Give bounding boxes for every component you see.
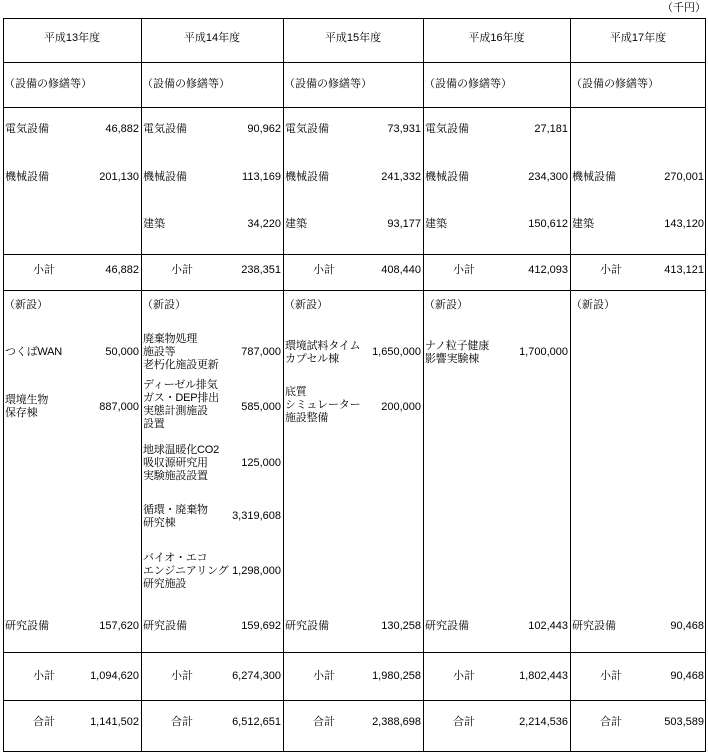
research-equipment-label: 研究設備: [143, 620, 187, 632]
new-item-value: 1,650,000: [372, 346, 421, 358]
repair-section-heading: （設備の修繕等）: [4, 78, 92, 90]
mechanical-equipment-value: 270,001: [664, 171, 704, 183]
new-subtotal-value: 1,980,258: [372, 670, 421, 682]
new-item-name-line: ディーゼル排気: [143, 379, 218, 391]
total-label: 合計: [313, 716, 335, 728]
electrical-equipment-label: 電気設備: [5, 123, 49, 135]
new-item-name-line: 施設等: [143, 346, 176, 358]
fiscal-year-header: 平成15年度: [324, 32, 382, 44]
new-item-value: 585,000: [241, 401, 281, 413]
repair-subtotal-label: 小計: [33, 264, 55, 276]
new-item-value: 887,000: [99, 401, 139, 413]
electrical-equipment-value: 27,181: [534, 123, 568, 135]
column-h16: [423, 0, 570, 754]
repair-subtotal-label: 小計: [313, 264, 335, 276]
new-subtotal-value: 1,094,620: [90, 670, 139, 682]
repair-subtotal-label: 小計: [171, 264, 193, 276]
new-item-value: 1,298,000: [232, 565, 281, 577]
new-item-value: 787,000: [241, 346, 281, 358]
new-subtotal-label: 小計: [171, 670, 193, 682]
new-item-name: [5, 346, 62, 359]
new-item-name-line: 環境生物: [5, 394, 49, 406]
new-item-name-line: 実験施設設置: [143, 470, 208, 482]
research-equipment-label: 研究設備: [425, 620, 469, 632]
new-item-value: 200,000: [381, 401, 421, 413]
new-item-name-line: 吸収源研究用: [143, 457, 208, 469]
building-value: 93,177: [387, 218, 421, 230]
new-item-name-line: 底質: [285, 386, 307, 398]
research-equipment-label: 研究設備: [285, 620, 329, 632]
new-item-name-line: カプセル棟: [285, 353, 339, 365]
new-item-name: [143, 504, 208, 530]
new-subtotal-label: 小計: [453, 670, 475, 682]
building-label: 建築: [425, 218, 447, 230]
new-construction-heading: （新設）: [284, 299, 328, 311]
building-label: 建築: [143, 218, 165, 230]
total-label: 合計: [600, 716, 622, 728]
total-value: 6,512,651: [232, 716, 281, 728]
building-value: 34,220: [247, 218, 281, 230]
new-subtotal-value: 6,274,300: [232, 670, 281, 682]
new-item-name: [143, 333, 219, 372]
repair-section-heading: （設備の修繕等）: [571, 78, 659, 90]
new-item-name: [143, 552, 228, 591]
column-h13: [3, 0, 141, 754]
total-value: 503,589: [664, 716, 704, 728]
fiscal-year-header: 平成14年度: [183, 32, 241, 44]
new-construction-heading: （新設）: [571, 299, 615, 311]
repair-section-heading: （設備の修繕等）: [284, 78, 372, 90]
mechanical-equipment-label: 機械設備: [572, 171, 616, 183]
building-value: 143,120: [664, 218, 704, 230]
repair-subtotal-value: 238,351: [241, 264, 281, 276]
total-label: 合計: [453, 716, 475, 728]
research-equipment-value: 157,620: [99, 620, 139, 632]
repair-subtotal-label: 小計: [453, 264, 475, 276]
total-label: 合計: [171, 716, 193, 728]
electrical-equipment-label: 電気設備: [285, 123, 329, 135]
new-item-value: 3,319,608: [232, 510, 281, 522]
fiscal-year-header: 平成17年度: [609, 32, 667, 44]
new-item-name-line: 実態計測施設: [143, 405, 208, 417]
mechanical-equipment-value: 234,300: [528, 171, 568, 183]
total-value: 2,214,536: [519, 716, 568, 728]
fiscal-year-header: 平成13年度: [43, 32, 101, 44]
electrical-equipment-label: 電気設備: [143, 123, 187, 135]
new-subtotal-label: 小計: [33, 670, 55, 682]
research-equipment-label: 研究設備: [572, 620, 616, 632]
repair-subtotal-value: 46,882: [105, 264, 139, 276]
new-construction-heading: （新設）: [4, 299, 48, 311]
new-item-value: 50,000: [105, 346, 139, 358]
column-h15: [283, 0, 423, 754]
research-equipment-value: 102,443: [528, 620, 568, 632]
repair-section-heading: （設備の修繕等）: [424, 78, 512, 90]
new-construction-heading: （新設）: [424, 299, 468, 311]
new-item-name-line: 研究施設: [143, 578, 187, 590]
repair-section-heading: （設備の修繕等）: [142, 78, 230, 90]
new-item-name: [285, 340, 360, 366]
new-item-name: [5, 394, 48, 420]
electrical-equipment-value: 46,882: [105, 123, 139, 135]
research-equipment-value: 159,692: [241, 620, 281, 632]
new-item-name-line: 老朽化施設更新: [143, 359, 219, 371]
new-item-name-line: 環境試料タイム: [285, 340, 361, 352]
total-value: 1,141,502: [90, 716, 139, 728]
new-subtotal-value: 1,802,443: [519, 670, 568, 682]
mechanical-equipment-value: 201,130: [99, 171, 139, 183]
total-value: 2,388,698: [372, 716, 421, 728]
new-item-name-line: 影響実験棟: [425, 353, 479, 365]
electrical-equipment-label: 電気設備: [425, 123, 469, 135]
research-equipment-value: 130,258: [381, 620, 421, 632]
new-item-name: [143, 444, 219, 483]
mechanical-equipment-label: 機械設備: [425, 171, 469, 183]
electrical-equipment-value: 90,962: [247, 123, 281, 135]
repair-subtotal-value: 412,093: [528, 264, 568, 276]
new-item-name-line: エンジニアリング: [143, 565, 229, 577]
new-item-name-line: 廃棄物処理: [143, 333, 197, 345]
new-subtotal-label: 小計: [313, 670, 335, 682]
new-item-name-line: ガス・DEP排出: [143, 392, 220, 404]
repair-subtotal-value: 413,121: [664, 264, 704, 276]
mechanical-equipment-value: 113,169: [242, 171, 281, 183]
building-value: 150,612: [528, 218, 568, 230]
electrical-equipment-value: 73,931: [387, 123, 421, 135]
new-subtotal-value: 90,468: [670, 670, 704, 682]
column-h17: [570, 0, 706, 754]
new-item-name: [425, 340, 489, 366]
mechanical-equipment-label: 機械設備: [285, 171, 329, 183]
research-equipment-value: 90,468: [670, 620, 704, 632]
new-subtotal-label: 小計: [600, 670, 622, 682]
column-h14: [141, 0, 283, 754]
mechanical-equipment-value: 241,332: [381, 171, 421, 183]
new-item-value: 125,000: [241, 457, 281, 469]
new-item-name-line: 保存棟: [5, 407, 38, 419]
mechanical-equipment-label: 機械設備: [5, 171, 49, 183]
repair-subtotal-value: 408,440: [381, 264, 421, 276]
unit-label: （千円）: [662, 2, 706, 14]
fiscal-year-header: 平成16年度: [468, 32, 525, 44]
new-item-name-line: 研究棟: [143, 517, 176, 529]
new-item-name-line: つくばWAN: [5, 346, 63, 358]
new-item-name-line: 設置: [143, 418, 165, 430]
new-item-name-line: 循環・廃棄物: [143, 504, 208, 516]
new-item-value: 1,700,000: [519, 346, 568, 358]
new-item-name-line: バイオ・エコ: [143, 552, 208, 564]
new-item-name-line: 施設整備: [285, 412, 329, 424]
new-item-name-line: 地球温暖化CO2: [143, 444, 220, 456]
new-item-name-line: ナノ粒子健康: [425, 340, 490, 352]
building-label: 建築: [572, 218, 594, 230]
total-label: 合計: [33, 716, 55, 728]
new-item-name-line: シミュレーター: [285, 399, 361, 411]
building-label: 建築: [285, 218, 307, 230]
new-item-name: [285, 386, 360, 425]
research-equipment-label: 研究設備: [5, 620, 49, 632]
new-construction-heading: （新設）: [142, 299, 186, 311]
repair-subtotal-label: 小計: [600, 264, 622, 276]
mechanical-equipment-label: 機械設備: [143, 171, 187, 183]
new-item-name: [143, 379, 219, 431]
